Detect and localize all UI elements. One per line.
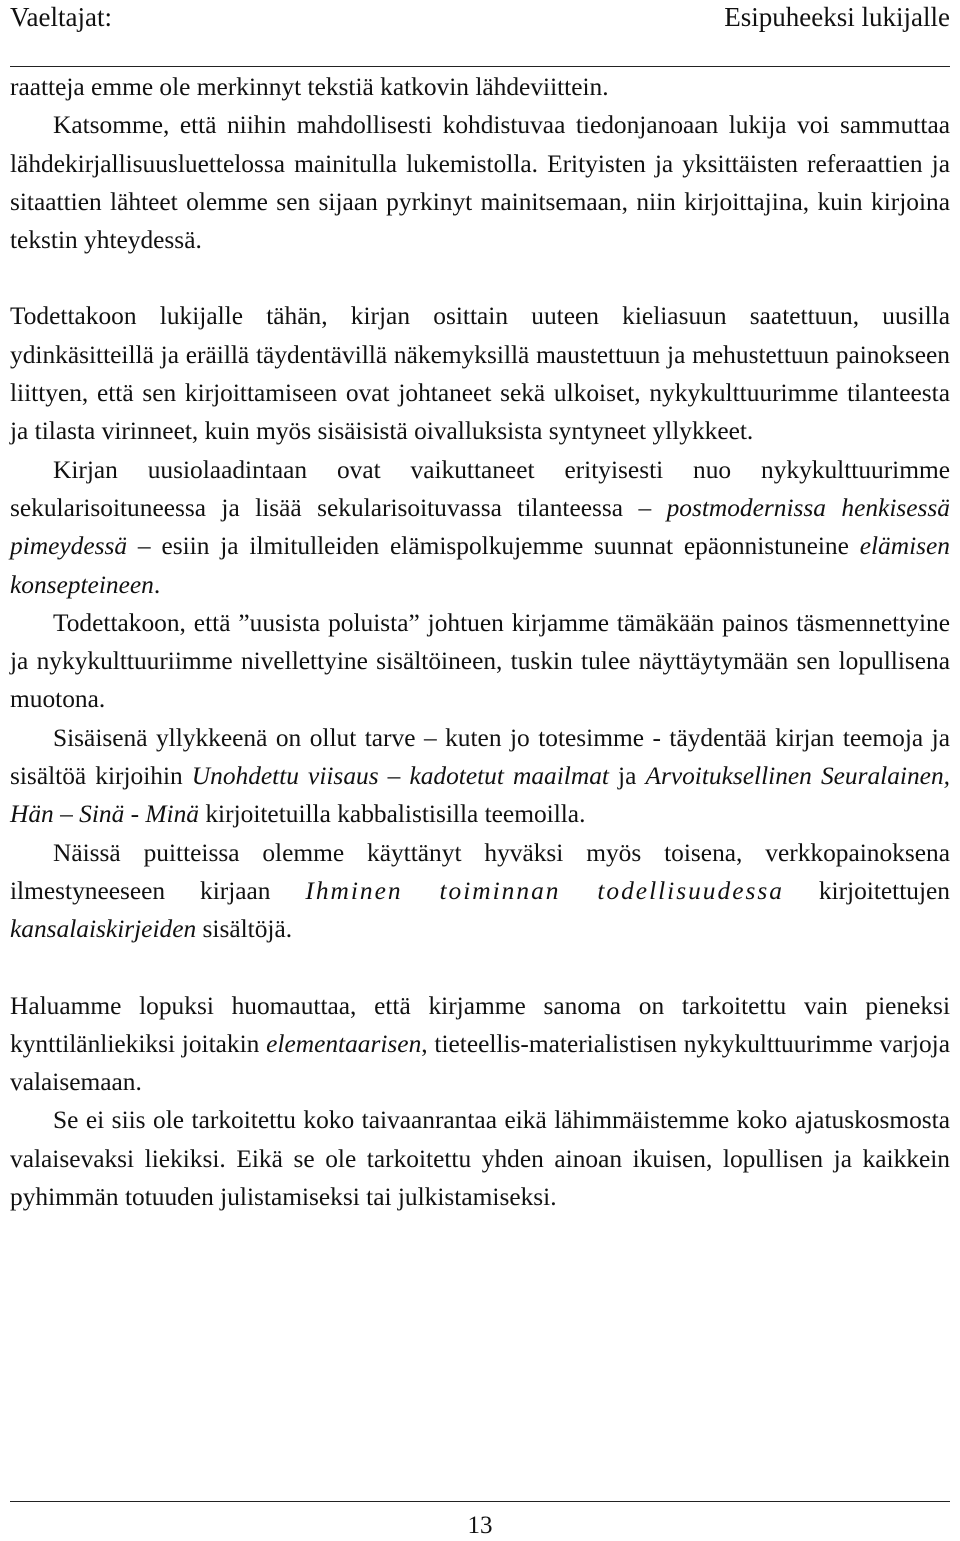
paragraph-4 bbox=[10, 451, 950, 604]
paragraph-4-emphasis-b: elämisen konsepteineen bbox=[10, 532, 950, 599]
paragraph-7-text-a: Näissä puitteissa olemme käyttänyt hyväksi myös toisena, verkkopainoksena ilmestyneeseen kirjaan bbox=[10, 838, 950, 905]
paragraph-7-text-c: sisältöjä. bbox=[196, 915, 293, 944]
body-text bbox=[10, 68, 950, 1216]
paragraph-6-text-a: Sisäisenä yllykkeenä on ollut tarve – kuten jo totesimme - täydentää kirjan teemoja ja sisältöä kirjoihin bbox=[10, 723, 950, 791]
paragraph-2: Katsomme, että niihin mahdollisesti kohdistuvaa tiedonjanoaan lukija voi sammuttaa lähdekirjallisuusluettelossa mainitulla lukemistolla. Erityisten ja yksittäisten referaattien ja sitaattien lähteet olemme sen sijaan pyrkinyt mainitsemaan, niin kirjoittajina, kuin kirjoina tekstin yhteydessä. bbox=[10, 111, 950, 255]
paragraph-8-text-b: , tieteellis-materialistisen nykykulttuurimme varjoja valaisemaan. bbox=[10, 1029, 950, 1097]
paragraph-6 bbox=[10, 719, 950, 834]
footer-rule bbox=[10, 1501, 950, 1502]
paragraph-8 bbox=[10, 987, 950, 1102]
paragraph-4-text-c: . bbox=[153, 570, 161, 599]
paragraph-7 bbox=[10, 834, 950, 949]
paragraph-6-book-title-2: Arvoituksellinen Seuralainen, Hän – Sinä - Minä bbox=[10, 762, 950, 829]
paragraph-9: Se ei siis ole tarkoitettu koko taivaanrantaa eikä lähimmäistemme koko ajatuskosmosta valaisevaksi liekiksi. Eikä se ole tarkoitettu yhden ainoan ikuisen, lopullisen ja kaikkein pyhimmän totuuden julistamiseksi tai julkistamiseksi. bbox=[10, 1106, 950, 1212]
paragraph-7-book-title: Ihminen toiminnan todellisuudessa bbox=[305, 876, 784, 905]
paragraph-4-text-a: Kirjan uusiolaadintaan ovat vaikuttaneet erityisesti nuo nykykulttuurimme sekularisoituneessa ja lisää sekularisoituvassa tilanteessa – bbox=[10, 455, 950, 522]
header-book-title: Vaeltajat: bbox=[10, 2, 112, 32]
paragraph-8-emphasis: elementaarisen bbox=[266, 1029, 422, 1058]
paragraph-5: Todettakoon, että ”uusista poluista” johtuen kirjamme tämäkään painos täsmennettyine ja nykykulttuuriimme nivellettyine sisältöineen, tuskin tulee näyttäytymään sen lopullisena muotona. bbox=[10, 608, 950, 714]
paragraph-6-text-b: ja bbox=[608, 762, 646, 791]
paragraph-8-text-a: Haluamme lopuksi huomauttaa, että kirjamme sanoma on tarkoitettu vain pieneksi kynttilänliekiksi joitakin bbox=[10, 991, 950, 1058]
paragraph-1: raatteja emme ole merkinnyt tekstiä katkovin lähdeviittein. bbox=[10, 73, 609, 101]
paragraph-7-text-b: kirjoitettujen bbox=[783, 876, 950, 905]
header-rule bbox=[10, 66, 950, 67]
running-header bbox=[10, 0, 950, 40]
paragraph-7-emphasis: kansalaiskirjeiden bbox=[10, 915, 197, 944]
paragraph-4-emphasis-a: postmodernissa henkisessä pimeydessä bbox=[10, 493, 950, 561]
paragraph-3: Todettakoon lukijalle tähän, kirjan osittain uuteen kieliasuun saatettuun, uusilla ydinkäsitteillä ja eräillä täydentävillä näkemyksillä maustettuun ja mehustettuun painokseen liittyen, että sen kirjoittamiseen ovat johtaneet sekä ulkoiset, nykykulttuurimme tilanteesta ja tilasta virinneet, kuin myös sisäisistä oivalluksista syntyneet yllykkeet. bbox=[10, 302, 950, 446]
paragraph-4-text-b: – esiin ja ilmitulleiden elämispolkujemme suunnat epäonnistuneine bbox=[127, 532, 860, 561]
paragraph-6-book-title-1: Unohdettu viisaus – kadotetut maailmat bbox=[191, 762, 609, 791]
paragraph-6-text-c: kirjoitetuilla kabbalistisilla teemoilla. bbox=[199, 800, 586, 829]
header-section-title: Esipuheeksi lukijalle bbox=[724, 2, 950, 32]
page-number: 13 bbox=[467, 1512, 493, 1539]
